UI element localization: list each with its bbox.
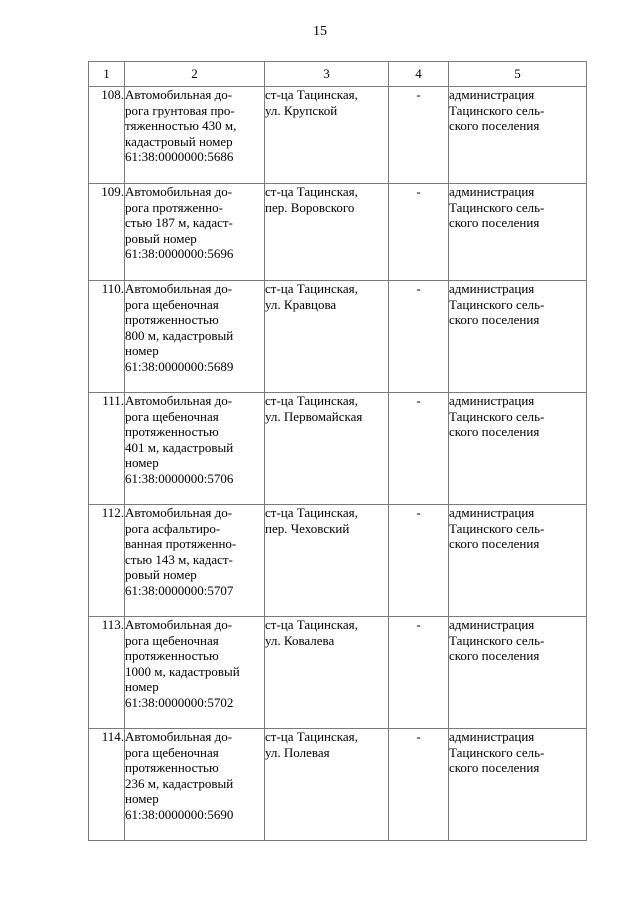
column-4-value: - bbox=[389, 87, 449, 184]
row-number: 114. bbox=[89, 729, 125, 841]
table-row bbox=[89, 505, 587, 617]
table-row bbox=[89, 729, 587, 841]
page-number: 15 bbox=[313, 24, 327, 39]
column-4-value: - bbox=[389, 617, 449, 729]
road-description: Автомобильная до- рога щебеночная протяженностью 401 м, кадастровый номер 61:38:0000000:5706 bbox=[125, 393, 265, 505]
road-address: ст-ца Тацинская, ул. Первомайская bbox=[265, 393, 389, 505]
row-number: 110. bbox=[89, 281, 125, 393]
column-header-4: 4 bbox=[389, 62, 449, 87]
column-header-1: 1 bbox=[89, 62, 125, 87]
row-number: 109. bbox=[89, 184, 125, 281]
road-address: ст-ца Тацинская, ул. Крупской bbox=[265, 87, 389, 184]
road-description: Автомобильная до- рога грунтовая про- тяженностью 430 м, кадастровый номер 61:38:0000000:5686 bbox=[125, 87, 265, 184]
table-row bbox=[89, 393, 587, 505]
column-header-3: 3 bbox=[265, 62, 389, 87]
table-row bbox=[89, 617, 587, 729]
road-address: ст-ца Тацинская, ул. Кравцова bbox=[265, 281, 389, 393]
owner-name: администрация Тацинского сель- ского поселения bbox=[449, 729, 587, 841]
owner-name: администрация Тацинского сель- ского поселения bbox=[449, 87, 587, 184]
owner-name: администрация Тацинского сель- ского поселения bbox=[449, 393, 587, 505]
road-description: Автомобильная до- рога асфальтиро- ванная протяженно- стью 143 м, кадаст- ровый номер 61:38:0000000:5707 bbox=[125, 505, 265, 617]
column-4-value: - bbox=[389, 729, 449, 841]
column-header-5: 5 bbox=[449, 62, 587, 87]
row-number: 108. bbox=[89, 87, 125, 184]
road-description: Автомобильная до- рога щебеночная протяженностью 1000 м, кадастровый номер 61:38:0000000:5702 bbox=[125, 617, 265, 729]
column-header-2: 2 bbox=[125, 62, 265, 87]
road-address: ст-ца Тацинская, пер. Воровского bbox=[265, 184, 389, 281]
table-row bbox=[89, 281, 587, 393]
column-4-value: - bbox=[389, 281, 449, 393]
road-address: ст-ца Тацинская, пер. Чеховский bbox=[265, 505, 389, 617]
road-address: ст-ца Тацинская, ул. Ковалева bbox=[265, 617, 389, 729]
table-row bbox=[89, 87, 587, 184]
row-number: 112. bbox=[89, 505, 125, 617]
header-row bbox=[89, 62, 587, 87]
road-description: Автомобильная до- рога щебеночная протяженностью 236 м, кадастровый номер 61:38:0000000:5690 bbox=[125, 729, 265, 841]
column-4-value: - bbox=[389, 393, 449, 505]
table-row bbox=[89, 184, 587, 281]
road-description: Автомобильная до- рога протяженно- стью 187 м, кадаст- ровый номер 61:38:0000000:5696 bbox=[125, 184, 265, 281]
owner-name: администрация Тацинского сель- ского поселения bbox=[449, 281, 587, 393]
column-4-value: - bbox=[389, 505, 449, 617]
row-number: 111. bbox=[89, 393, 125, 505]
owner-name: администрация Тацинского сель- ского поселения bbox=[449, 184, 587, 281]
row-number: 113. bbox=[89, 617, 125, 729]
owner-name: администрация Тацинского сель- ского поселения bbox=[449, 505, 587, 617]
registry-table bbox=[88, 61, 587, 841]
road-address: ст-ца Тацинская, ул. Полевая bbox=[265, 729, 389, 841]
column-4-value: - bbox=[389, 184, 449, 281]
owner-name: администрация Тацинского сель- ского поселения bbox=[449, 617, 587, 729]
road-description: Автомобильная до- рога щебеночная протяженностью 800 м, кадастровый номер 61:38:0000000:5689 bbox=[125, 281, 265, 393]
